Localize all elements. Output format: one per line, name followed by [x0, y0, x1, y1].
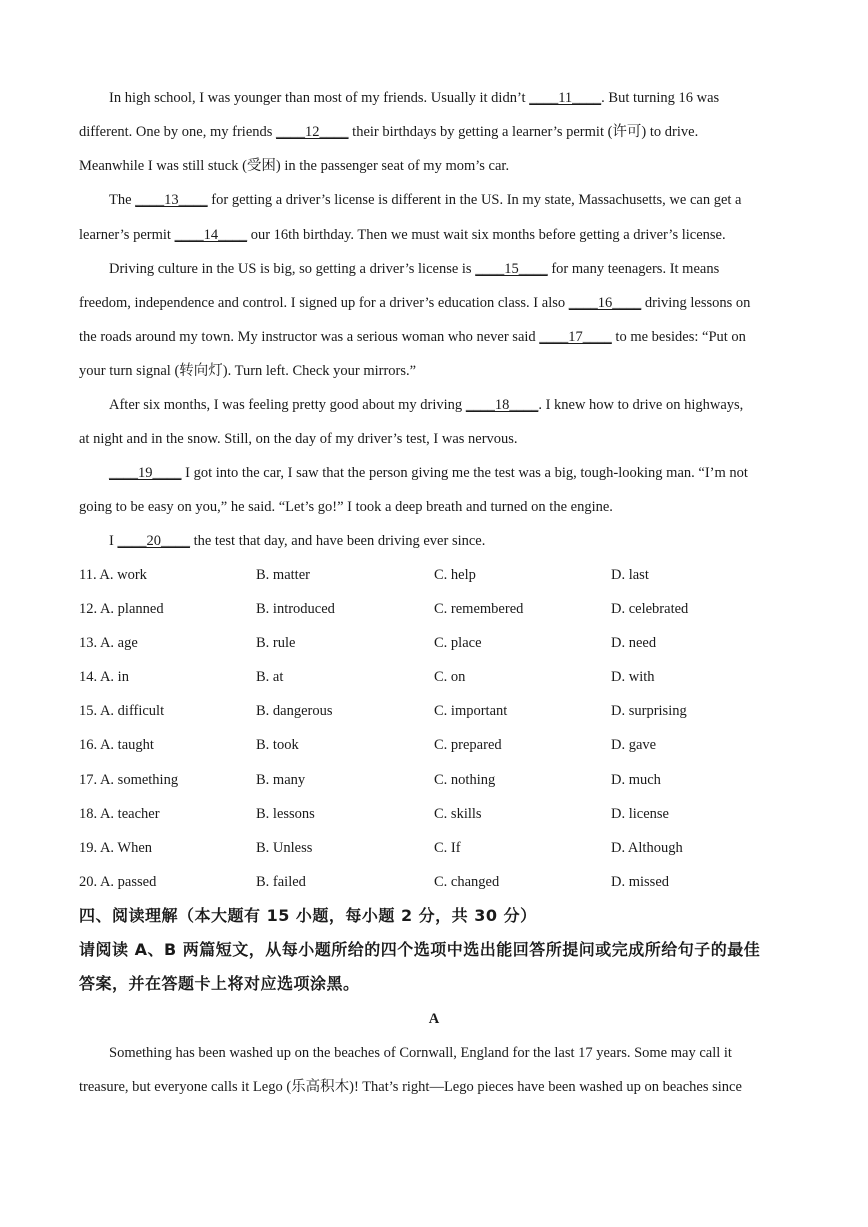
option-d: D. need: [611, 635, 657, 651]
option-row-18: [0, 804, 868, 824]
passage-line: [79, 497, 613, 517]
option-row-13: [0, 633, 868, 653]
option-c: C. prepared: [434, 737, 502, 753]
option-c: C. skills: [434, 806, 482, 822]
option-b: B. lessons: [256, 806, 315, 822]
option-a: 14. A. in: [79, 669, 129, 685]
option-b: B. failed: [256, 874, 306, 890]
passage-text: learner’s permit: [79, 227, 175, 243]
passage-line: [79, 156, 509, 176]
option-a: 20. A. passed: [79, 874, 157, 890]
option-c: C. help: [434, 567, 476, 583]
passage-line: [109, 190, 741, 210]
option-row-17: [0, 770, 868, 790]
section-heading: 四、阅读理解（本大题有 15 小题，每小题 2 分，共 30 分）: [79, 906, 537, 925]
passage-line: [109, 1043, 732, 1063]
passage-text: driving lessons on: [641, 295, 751, 311]
section-instruction: 请阅读 A、B 两篇短文，从每小题所给的四个选项中选出能回答所提问或完成所给句子的最佳: [79, 940, 761, 959]
blank-19: ____19____: [109, 465, 182, 481]
passage-line: [79, 429, 518, 449]
passage-text: After six months, I was feeling pretty good about my driving: [109, 397, 466, 413]
passage-text: the test that day, and have been driving ever since.: [189, 533, 486, 549]
passage-line: [109, 463, 748, 483]
option-b: B. Unless: [256, 840, 313, 856]
option-a: 16. A. taught: [79, 737, 154, 753]
blank-20: ____20____: [117, 533, 190, 549]
passage-text: . I knew how to drive on highways,: [538, 397, 744, 413]
option-d: D. missed: [611, 874, 669, 890]
blank-13: ____13____: [135, 192, 208, 208]
option-a: 18. A. teacher: [79, 806, 160, 822]
passage-text: treasure, but everyone calls it Lego (乐高积木)! That’s right—Lego pieces have been washed up on beaches since: [79, 1079, 742, 1095]
passage-line: [109, 88, 719, 108]
option-a: 15. A. difficult: [79, 703, 165, 719]
option-row-11: [0, 565, 868, 585]
option-b: B. dangerous: [256, 703, 333, 719]
passage-text: different. One by one, my friends: [79, 124, 277, 140]
passage-text: Meanwhile I was still stuck (受困) in the passenger seat of my mom’s car.: [79, 158, 510, 174]
passage-text: to me besides: “Put on: [611, 329, 746, 345]
option-d: D. surprising: [611, 703, 687, 719]
passage-line: [79, 225, 726, 245]
passage-text: Something has been washed up on the beaches of Cornwall, England for the last 17 years. Some may call it: [109, 1045, 732, 1061]
passage-text: freedom, independence and control. I signed up for a driver’s education class. I also: [79, 295, 569, 311]
passage-line: [79, 327, 746, 347]
option-c: C. important: [434, 703, 508, 719]
blank-15: ____15____: [475, 261, 548, 277]
blank-16: ____16____: [568, 295, 642, 311]
option-d: D. Although: [611, 840, 683, 856]
passage-text: the roads around my town. My instructor was a serious woman who never said: [79, 329, 540, 345]
option-a: 12. A. planned: [79, 601, 164, 617]
passage-line: [79, 293, 750, 313]
passage-text: for getting a driver’s license is different in the US. In my state, Massachusetts, we can get a: [207, 192, 742, 208]
passage-line: [109, 259, 719, 279]
blank-11: ____11____: [529, 90, 602, 106]
passage-text: our 16th birthday. Then we must wait six months before getting a driver’s license.: [247, 227, 726, 243]
option-d: D. gave: [611, 737, 657, 753]
option-c: C. If: [434, 840, 461, 856]
passage-text: Driving culture in the US is big, so getting a driver’s license is: [109, 261, 476, 277]
passage-line: [79, 361, 416, 381]
option-row-16: [0, 735, 868, 755]
option-c: C. changed: [434, 874, 500, 890]
blank-12: ____12____: [276, 124, 349, 140]
passage-text: The: [109, 192, 136, 208]
blank-14: ____14____: [174, 227, 248, 243]
passage-text: your turn signal (转向灯). Turn left. Check your mirrors.”: [79, 363, 417, 379]
option-b: B. at: [256, 669, 284, 685]
option-c: C. place: [434, 635, 482, 651]
option-d: D. last: [611, 567, 649, 583]
option-c: C. remembered: [434, 601, 524, 617]
option-d: D. with: [611, 669, 655, 685]
blank-18: ____18____: [465, 397, 539, 413]
option-b: B. matter: [256, 567, 310, 583]
blank-17: ____17____: [539, 329, 612, 345]
option-b: B. took: [256, 737, 299, 753]
option-d: D. license: [611, 806, 669, 822]
passage-text: at night and in the snow. Still, on the day of my driver’s test, I was nervous.: [79, 431, 518, 447]
passage-text: I: [109, 533, 118, 549]
passage-text: . But turning 16 was: [601, 90, 720, 106]
passage-text: their birthdays by getting a learner’s permit (许可) to drive.: [348, 124, 699, 140]
passage-text: In high school, I was younger than most of my friends. Usually it didn’t: [109, 90, 530, 106]
option-row-19: [0, 838, 868, 858]
passage-line: [109, 395, 743, 415]
option-b: B. introduced: [256, 601, 335, 617]
option-a: 19. A. When: [79, 840, 153, 856]
option-row-14: [0, 667, 868, 687]
option-c: C. on: [434, 669, 466, 685]
passage-line: [79, 122, 698, 142]
option-c: C. nothing: [434, 772, 496, 788]
passage-line: [79, 1077, 742, 1097]
option-a: 17. A. something: [79, 772, 179, 788]
option-a: 11. A. work: [79, 567, 147, 583]
passage-text: I got into the car, I saw that the person giving me the test was a big, tough-looking man. “I’m not: [181, 465, 748, 481]
section-instruction: 答案，并在答题卡上将对应选项涂黑。: [79, 974, 360, 993]
option-a: 13. A. age: [79, 635, 138, 651]
option-row-12: [0, 599, 868, 619]
passage-line: [109, 531, 485, 551]
passage-text: going to be easy on you,” he said. “Let’s go!” I took a deep breath and turned on the engine.: [79, 499, 613, 515]
option-d: D. much: [611, 772, 661, 788]
option-b: B. many: [256, 772, 306, 788]
option-row-15: [0, 701, 868, 721]
option-d: D. celebrated: [611, 601, 689, 617]
passage-label: A: [428, 1011, 440, 1027]
option-b: B. rule: [256, 635, 296, 651]
passage-text: for many teenagers. It means: [547, 261, 720, 277]
option-row-20: [0, 872, 868, 892]
